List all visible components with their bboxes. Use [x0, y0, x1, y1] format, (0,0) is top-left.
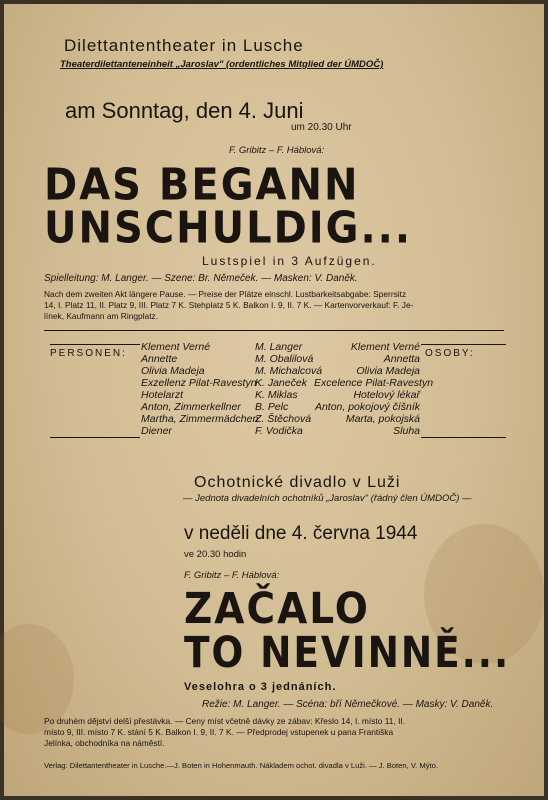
german-time: um 20.30 Uhr — [291, 122, 352, 133]
list-item: Olivia Madeja — [141, 365, 205, 377]
list-item: M. Langer — [255, 341, 303, 353]
czech-time: ve 20.30 hodin — [184, 549, 247, 560]
german-credits: Spielleitung: M. Langer. — Szene: Br. Němeček. — Masken: V. Daněk. — [44, 273, 358, 284]
list-item: Olivia Madeja — [356, 365, 420, 377]
german-genre: Lustspiel in 3 Aufzügen. — [202, 254, 377, 268]
czech-notes: Po druhém dějství delší přestávka. — Ceny míst včetně dávky ze zábav: Křeslo 14, I. místo 11, II. — [44, 716, 406, 726]
list-item: K. Janeček — [255, 377, 307, 389]
list-item: Excelence Pilat-Ravestyn — [314, 377, 434, 389]
list-item: Hotelový lékař — [353, 389, 420, 401]
list-item: Hotelarzt — [141, 389, 184, 401]
czech-authors: F. Gribitz – F. Háblová: — [184, 570, 280, 581]
german-notes: Nach dem zweiten Akt längere Pause. — Preise der Plätze einschl. Lustbarkeitsabgabe: Sperrsitz — [44, 289, 407, 299]
list-item: Marta, pokojská — [345, 413, 420, 425]
osoby-heading: OSOBY: — [425, 348, 475, 359]
list-item: Diener — [141, 425, 172, 437]
list-item: Martha, Zimmermädchen — [141, 413, 259, 425]
czech-theatre-name: Ochotnické divadlo v Luži — [194, 474, 401, 491]
czech-credits: Režie: M. Langer. — Scéna: bří Němečkové. — Masky: V. Daněk. — [202, 699, 494, 710]
cast-rule — [421, 344, 506, 345]
czech-title-line1: ZAČALO — [184, 584, 370, 635]
german-authors: F. Gribitz – F. Háblová: — [229, 145, 325, 156]
czech-genre: Veselohra o 3 jednáních. — [184, 681, 337, 693]
printer-footer: Verlag: Dilettantentheater in Lusche.—J. Boten in Hohenmauth. Nákladem ochot. divadla v Luži. — J. Boten, V. Mýto. — [44, 761, 438, 770]
list-item: M. Michalcová — [255, 365, 323, 377]
german-theatre-name: Dilettantentheater in Lusche — [64, 36, 304, 55]
list-item: Anton, Zimmerkellner — [141, 401, 241, 413]
list-item: K. Miklas — [255, 389, 298, 401]
list-item: B. Pelc — [255, 401, 289, 413]
list-item: Z. Štěchová — [255, 413, 312, 425]
german-date: am Sonntag, den 4. Juni — [65, 98, 304, 123]
german-subtitle: Theaterdilettanteneinheit „Jaroslav" (ordentliches Mitglied der ÚMDOČ) — [60, 59, 384, 70]
cast-rule — [421, 437, 506, 438]
list-item: Annette — [141, 353, 178, 365]
german-notes: 14, I. Platz 11, II. Platz 9, III. Platz 7 K. Stehplatz 5 K. Balkon I. 9, II. 7 K. — Kartenvorverkauf: F. Je- — [44, 300, 414, 310]
poster — [4, 4, 544, 796]
actors-list — [255, 341, 322, 437]
czech-subtitle: — Jednota divadelních ochotníků „Jaroslav" (řádný člen ÚMDOČ) — — [183, 493, 472, 504]
czech-date: v neděli dne 4. června 1944 — [184, 523, 418, 544]
list-item: Exzellenz Pilat-Ravestyn — [141, 377, 257, 389]
list-item: Anton, pokojový číšník — [314, 401, 420, 413]
czech-title-line2: TO NEVINNĚ... — [184, 628, 511, 679]
german-notes: línek, Kaufmann am Ringplatz. — [44, 311, 159, 321]
czech-notes: místo 9, III. místo 7 K. stání 5 K. Balkon I. 9, II. 7 K. — Předprodej vstupenek u pana Františka — [44, 727, 394, 737]
list-item: Sluha — [393, 425, 420, 437]
german-roles-list — [141, 341, 258, 437]
cast-rule — [50, 344, 140, 345]
divider — [44, 330, 504, 331]
list-item: Klement Verné — [141, 341, 211, 353]
german-title-line1: DAS BEGANN — [44, 160, 360, 211]
list-item: Annetta — [383, 353, 420, 365]
list-item: Klement Verné — [350, 341, 420, 353]
czech-roles-list — [314, 341, 434, 437]
czech-notes: Jelínka, obchodníka na náměstí. — [44, 738, 165, 748]
personen-heading: PERSONEN: — [50, 348, 127, 359]
cast-rule — [50, 437, 140, 438]
list-item: M. Obalilová — [255, 353, 314, 365]
list-item: F. Vodička — [255, 425, 303, 437]
german-title-line2: UNSCHULDIG... — [44, 203, 413, 254]
